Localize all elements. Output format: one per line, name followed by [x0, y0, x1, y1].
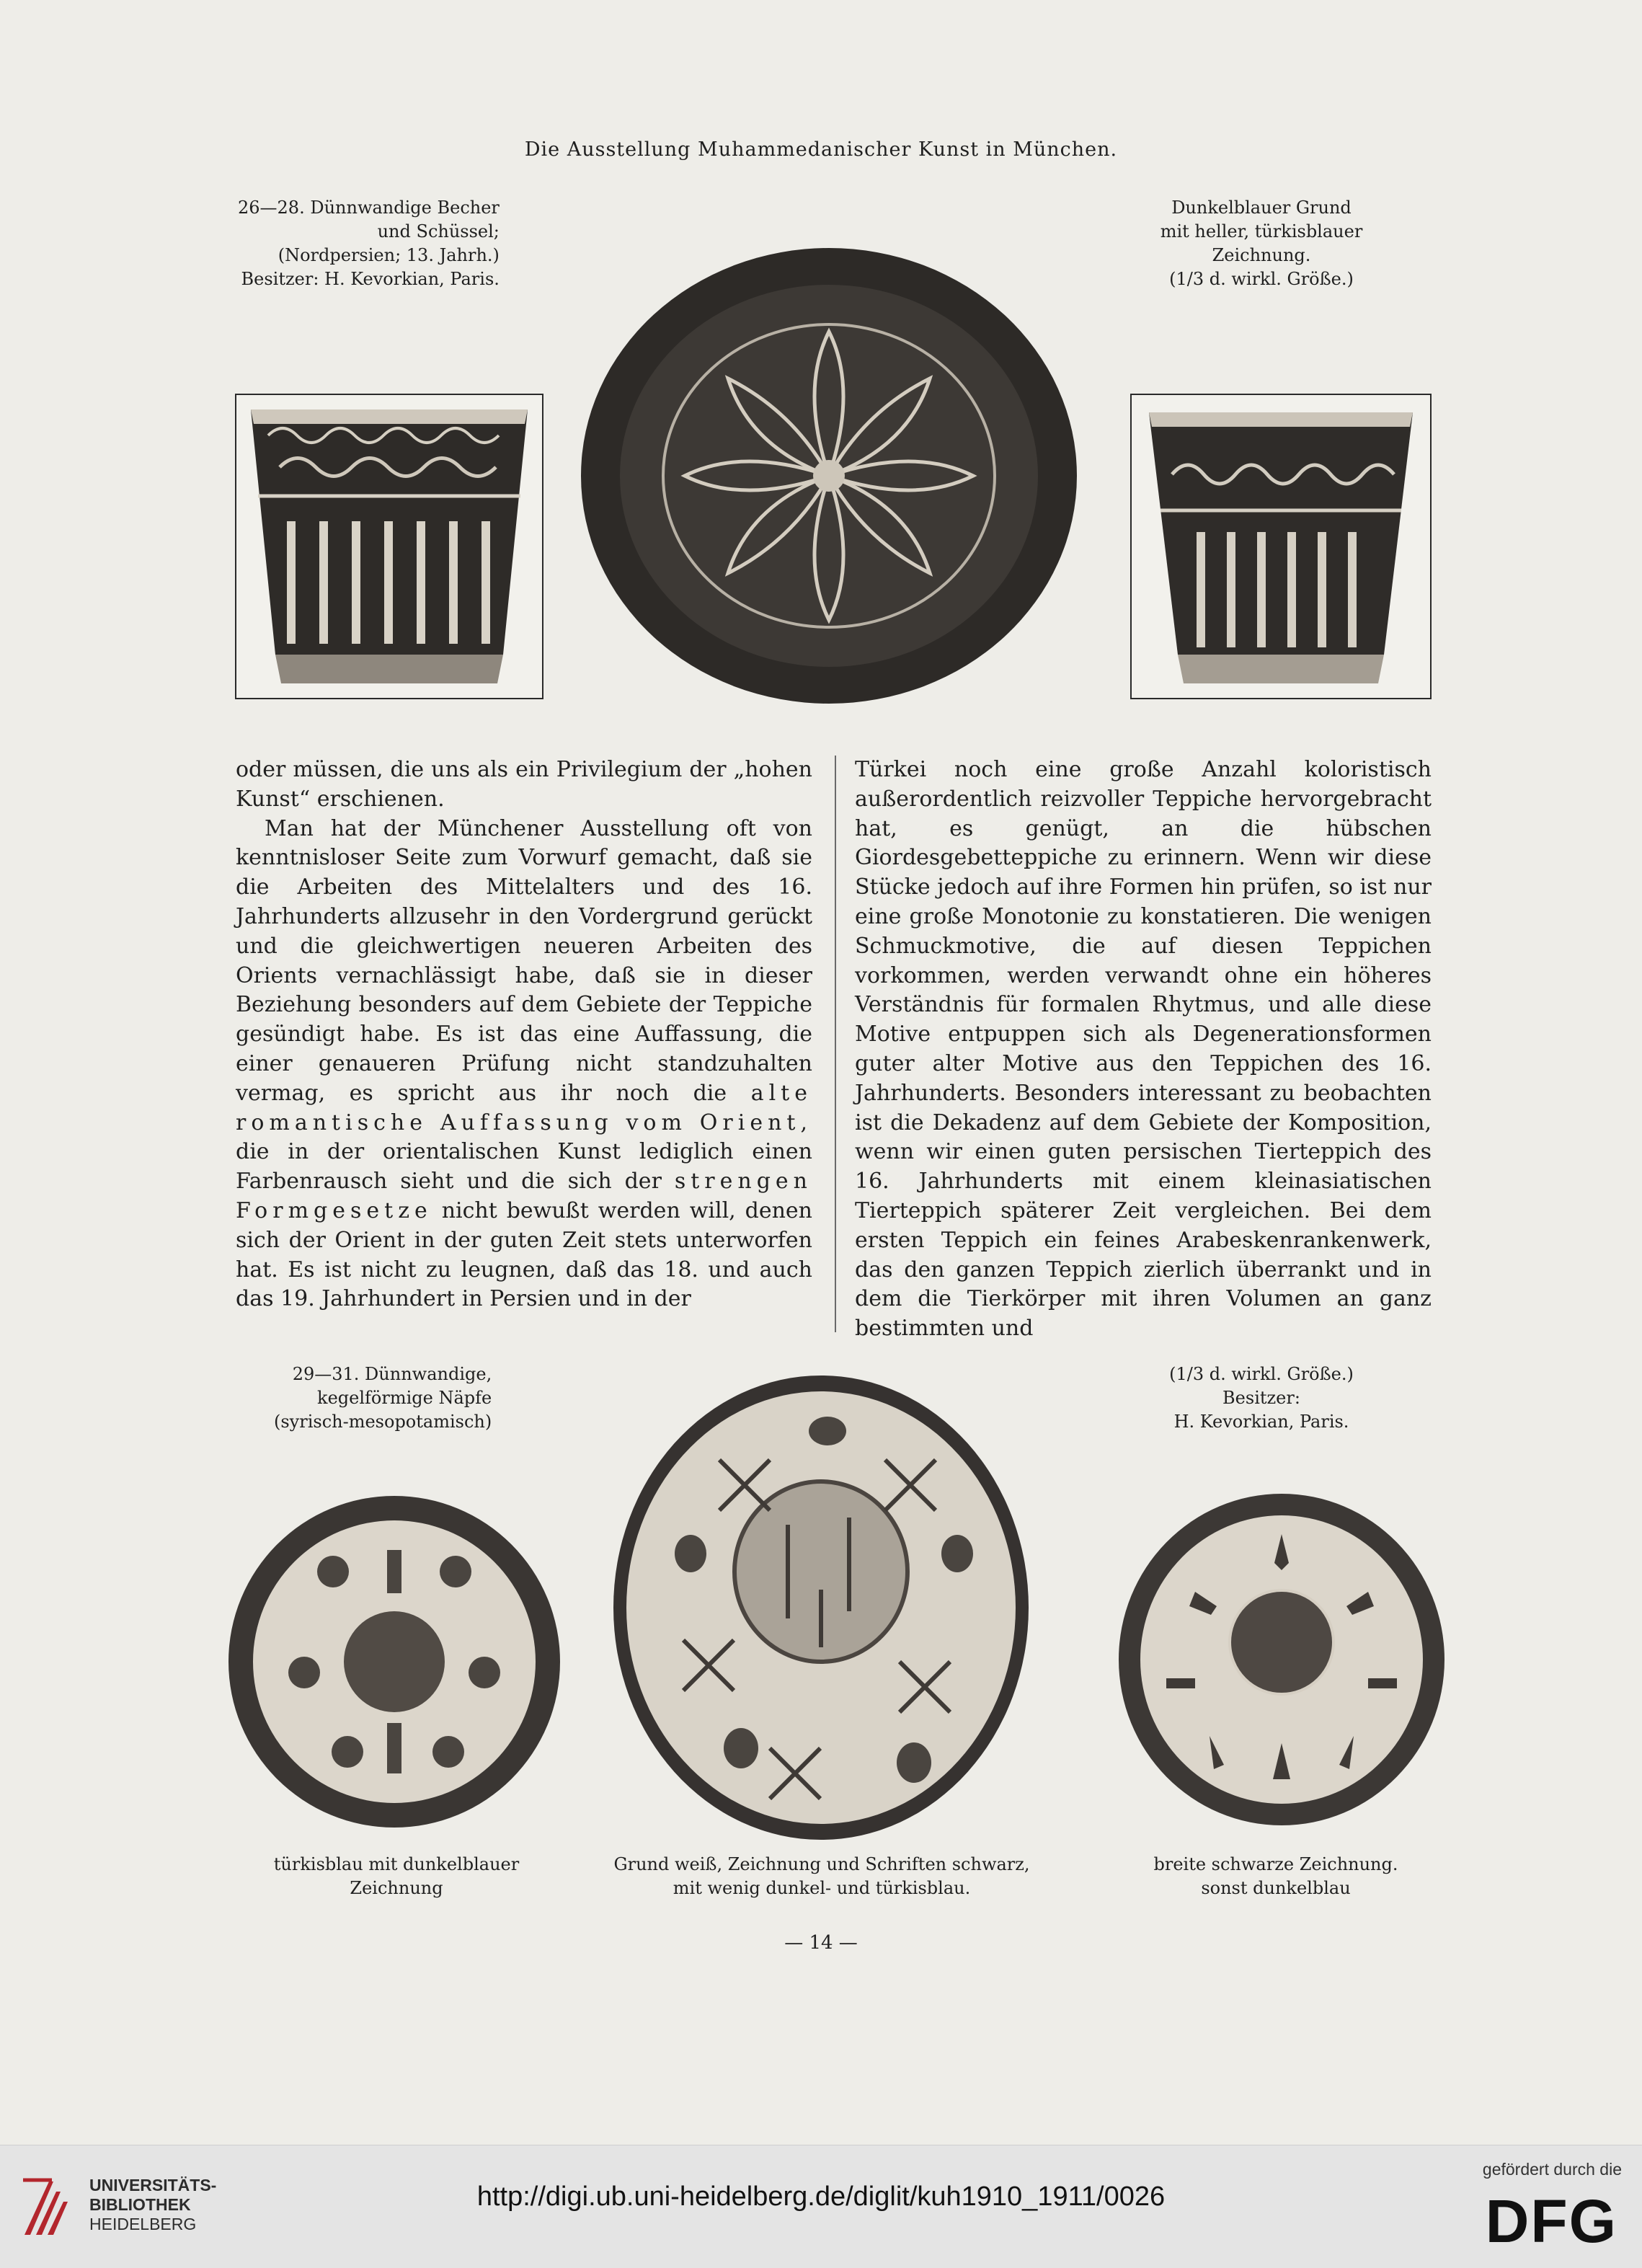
caption-line: kegelförmige Näpfe [317, 1388, 492, 1408]
caption-line: H. Kevorkian, Paris. [1173, 1412, 1349, 1432]
text-column-right [855, 756, 1432, 1344]
paragraph: Türkei noch eine große Anzahl koloristisch außerordentlich reizvoller Teppiche hervorgebracht hat, es genügt, an die hübschen Giordesgebetteppiche zu erinnern. Wenn wir diese Stücke jedoch auf ihre Formen hin prüfen, so ist nur eine große Monotonie zu konstatieren. Die wenigen Schmuckmotive, die auf diesen Teppichen vorkommen, werden verwandt ohne ein höheres Verständnis für formalen Rhytmus, und alle diese Motive entpuppen sich als Degenerationsformen guter alter Motive aus den Teppichen des 16. Jahrhunderts. Besonders interessant zu beobachten ist die Dekadenz auf dem Gebiete der Komposition, wenn wir einen guten persischen Tierteppich des 16. Jahrhunderts mit einem kleinasiatischen Tierteppich späterer Zeit vergleichen. Bei dem ersten Teppich ein feines Arabeskenrankenwerk, das den ganzen Teppich zierlich überrankt und in dem die Tierkörper mit ihren Volumen an ganz bestimmten und [855, 757, 1432, 1342]
caption-line: sonst dunkelblau [1201, 1878, 1351, 1898]
photo-bowl-center [611, 1373, 1031, 1842]
bowl-illustration [611, 1373, 1031, 1842]
photo-beaker-right [1130, 394, 1432, 699]
caption-line: Zeichnung. [1212, 245, 1311, 265]
text-run: nicht bewußt werden will, denen sich der Orient in der guten Zeit stets unterworfen hat. Es ist nicht zu leugnen, daß das 18. und auch das 19. Jahrhundert in Persien und in der [236, 1197, 812, 1312]
text-column-left [236, 756, 812, 1314]
caption-line: 29—31. Dünnwandige, [292, 1364, 492, 1384]
text-run: Man hat der Münchener Ausstellung oft von kenntnisloser Seite zum Vorwurf gemacht, daß sie die Arbeiten des Mittelalters und des 16. Jahrhunderts allzusehr in den Vordergrund gerückt und die gleichwertigen neueren Arbeiten des Orients vernachlässigt habe, daß sie in dieser Beziehung besonders auf dem Gebiete der Teppiche gesündigt habe. Es ist das eine Auffassung, die einer genaueren Prüfung nicht standzuhalten vermag, es spricht aus ihr noch die [236, 815, 812, 1106]
caption-line: Besitzer: [1222, 1388, 1300, 1408]
photo-bowl-left [225, 1492, 564, 1831]
column-divider [835, 756, 836, 1332]
permalink-url[interactable]: http://digi.ub.uni-heidelberg.de/diglit/kuh1910_1911/0026 [476, 2181, 1166, 2212]
paragraph [236, 815, 812, 1315]
caption-line: Grund weiß, Zeichnung und Schriften schwarz, [613, 1854, 1030, 1874]
emphasized-text: strengen Formgesetze [236, 1169, 812, 1223]
photo-beaker-left [235, 394, 543, 699]
library-name-line: BIBLIOTHEK [89, 2195, 191, 2214]
emphasized-text: alte romantische Auffassung vom Orient, [236, 1080, 812, 1135]
caption-line: (1/3 d. wirkl. Größe.) [1169, 269, 1354, 289]
caption-figures-26-28 [238, 196, 500, 291]
caption-line: (1/3 d. wirkl. Größe.) [1169, 1364, 1354, 1384]
caption-line: Besitzer: H. Kevorkian, Paris. [241, 269, 500, 289]
caption-line: und Schüssel; [377, 221, 500, 242]
caption-line: (syrisch-mesopotamisch) [274, 1412, 492, 1432]
caption-line: (Nordpersien; 13. Jahrh.) [278, 245, 500, 265]
library-name-line: UNIVERSITÄTS- [89, 2176, 217, 2194]
beaker-illustration [1132, 395, 1430, 698]
caption-figures-29-31 [274, 1363, 492, 1434]
caption-bowl-left [259, 1853, 533, 1900]
caption-bowl-center [591, 1853, 1052, 1900]
caption-line: mit wenig dunkel- und türkisblau. [673, 1878, 971, 1898]
caption-bowl-right [1124, 1853, 1427, 1900]
photo-bowl-top [577, 245, 1081, 706]
caption-owner [1153, 1363, 1370, 1434]
caption-glaze-description [1153, 196, 1370, 291]
caption-line: 26—28. Dünnwandige Becher [238, 198, 500, 218]
digitization-footer [0, 2145, 1642, 2268]
bowl-illustration [577, 245, 1081, 706]
caption-line: Dunkelblauer Grund [1171, 198, 1352, 218]
caption-line: türkisblau mit dunkelblauer [273, 1854, 520, 1874]
dfg-logo[interactable]: DFG [1485, 2187, 1617, 2255]
caption-line: breite schwarze Zeichnung. [1153, 1854, 1398, 1874]
paragraph: oder müssen, die uns als ein Privilegium der „hohen Kunst“ erschienen. [236, 757, 812, 812]
funded-by-label: gefördert durch die [1482, 2160, 1622, 2179]
caption-line: mit heller, türkisblauer [1160, 221, 1363, 242]
library-name-line: HEIDELBERG [89, 2215, 197, 2233]
page-number: — 14 — [784, 1932, 858, 1954]
photo-bowl-right [1116, 1491, 1447, 1828]
caption-line: Zeichnung [350, 1878, 443, 1898]
bowl-illustration [225, 1492, 564, 1831]
text-run: die in der orientalischen Kunst lediglich einen Farbenrausch sieht und die sich der [236, 1139, 812, 1195]
bowl-illustration [1116, 1491, 1447, 1828]
running-head: Die Ausstellung Muhammedanischer Kunst in München. [524, 138, 1118, 161]
beaker-illustration [236, 395, 542, 698]
